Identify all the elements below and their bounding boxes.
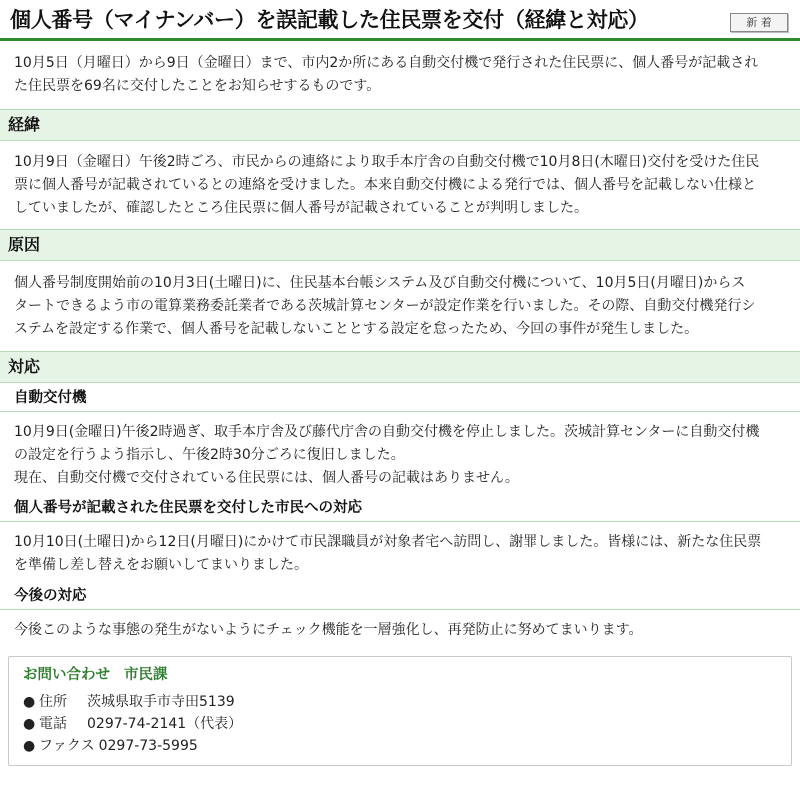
section-heading-taiou: 対応 <box>0 351 800 383</box>
subheading-kiosk: 自動交付機 <box>0 385 800 412</box>
contact-value: 0297-73-5995 <box>98 738 198 754</box>
contact-list <box>23 691 777 757</box>
intro-line: 10月5日（月曜日）から9日（金曜日）まで、市内2か所にある自動交付機で発行された住民票に、個人番号が記載され <box>14 55 759 71</box>
kiosk-paragraph <box>0 421 800 490</box>
contact-heading-label: お問い合わせ <box>23 667 110 683</box>
intro-paragraph <box>0 41 800 98</box>
kiosk-line: の設定を行うよう指示し、午後2時30分ごろに復旧しました。 <box>14 447 405 463</box>
genin-line: ステムを設定する作業で、個人番号を記載しないこととする設定を怠ったため、今回の事件が発生しました。 <box>14 321 699 337</box>
contact-item-phone <box>23 713 777 735</box>
keii-line: していましたが、確認したところ住民票に個人番号が記載されていることが判明しました。 <box>14 200 588 216</box>
bullet-icon: ● <box>23 738 36 754</box>
contact-department: 市民課 <box>124 667 168 683</box>
contact-item-fax <box>23 735 777 757</box>
bullet-icon: ● <box>23 716 36 732</box>
citizens-paragraph <box>0 531 800 577</box>
contact-value: 0297-74-2141（代表） <box>87 716 243 732</box>
subheading-future: 今後の対応 <box>0 583 800 610</box>
section-heading-genin: 原因 <box>0 229 800 261</box>
future-paragraph <box>0 619 800 642</box>
contact-value: 茨城県取手市寺田5139 <box>87 694 235 710</box>
citizens-line: を準備し差し替えをお願いしてまいりました。 <box>14 557 308 573</box>
contact-label: 住所 <box>39 694 67 710</box>
genin-paragraph <box>0 272 800 341</box>
intro-line: た住民票を69名に交付したことをお知らせするものです。 <box>14 78 381 94</box>
genin-line: 個人番号制度開始前の10月3日(土曜日)に、住民基本台帳システム及び自動交付機について、10月5日(月曜日)からス <box>14 275 746 291</box>
contact-label: 電話 <box>39 716 67 732</box>
keii-line: 票に個人番号が記載されているとの連絡を受けました。本来自動交付機による発行では、個人番号を記載しない仕様と <box>14 177 756 193</box>
contact-heading <box>23 665 777 685</box>
future-line: 今後このような事態の発生がないようにチェック機能を一層強化し、再発防止に努めてまいります。 <box>14 622 643 638</box>
contact-item-address <box>23 691 777 713</box>
contact-box <box>8 656 792 766</box>
title-bar <box>0 0 800 41</box>
section-heading-keii: 経緯 <box>0 109 800 141</box>
subheading-citizens: 個人番号が記載された住民票を交付した市民への対応 <box>0 495 800 522</box>
contact-label: ファクス <box>39 738 95 754</box>
kiosk-line: 現在、自動交付機で交付されている住民票には、個人番号の記載はありません。 <box>14 470 519 486</box>
keii-line: 10月9日（金曜日）午後2時ごろ、市民からの連絡により取手本庁舎の自動交付機で10月8日(木曜日)交付を受けた住民 <box>14 154 760 170</box>
keii-paragraph <box>0 151 800 220</box>
bullet-icon: ● <box>23 694 36 710</box>
genin-line: タートできるよう市の電算業務委託業者である茨城計算センターが設定作業を行いました。その際、自動交付機発行シ <box>14 298 756 314</box>
new-badge: 新 着 <box>730 13 788 32</box>
page-title: 個人番号（マイナンバー）を誤記載した住民票を交付（経緯と対応） <box>10 8 649 32</box>
citizens-line: 10月10日(土曜日)から12日(月曜日)にかけて市民課職員が対象者宅へ訪問し、謝罪しました。皆様には、新たな住民票 <box>14 534 762 550</box>
kiosk-line: 10月9日(金曜日)午後2時過ぎ、取手本庁舎及び藤代庁舎の自動交付機を停止しました。茨城計算センターに自動交付機 <box>14 424 760 440</box>
